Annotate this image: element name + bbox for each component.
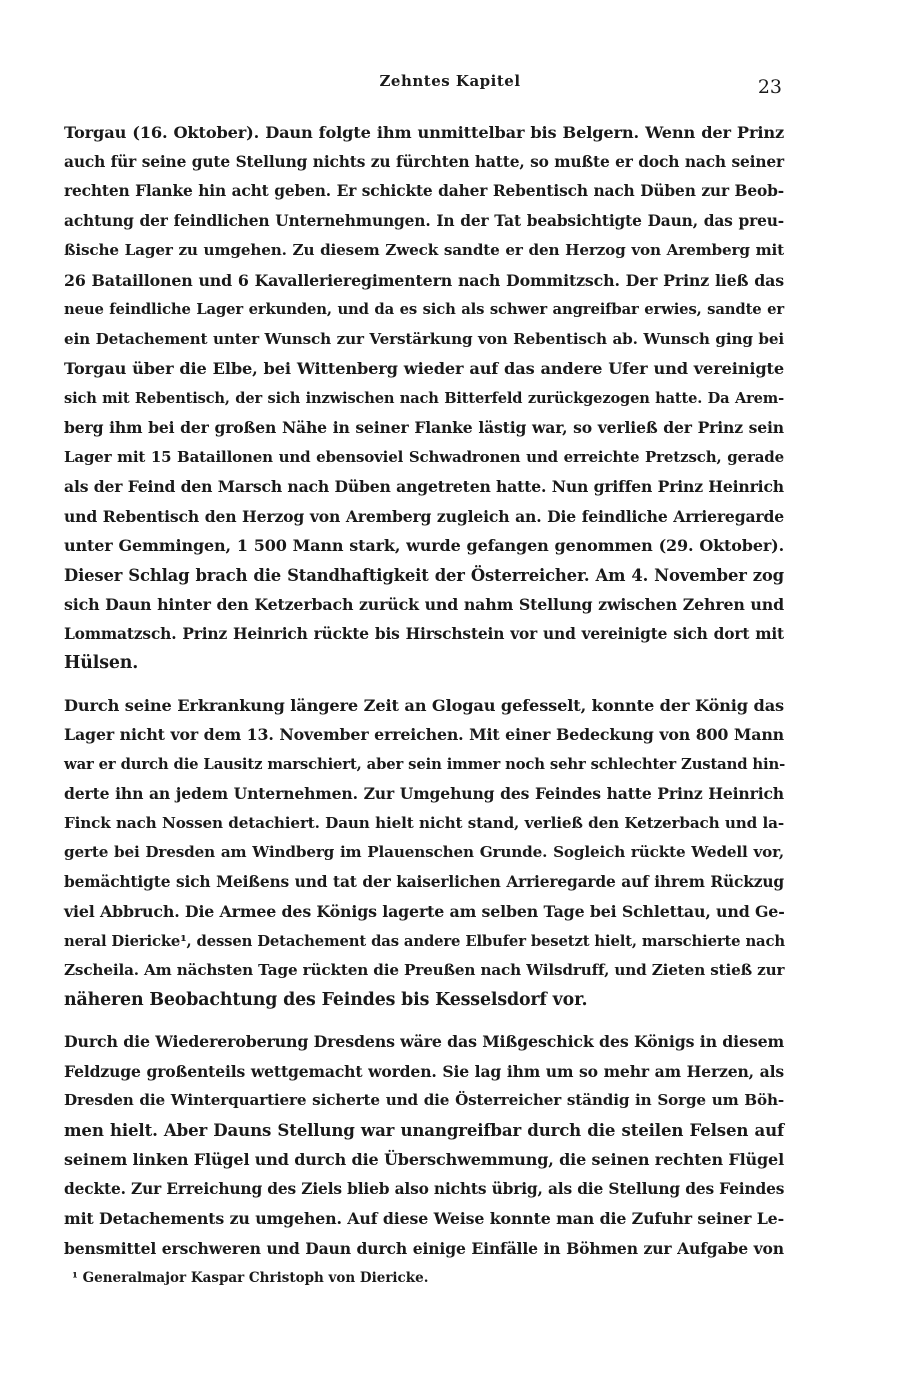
text-line: berg ihm bei der großen Nähe in seiner Flanke lästig war, so verließ der Prinz sein <box>64 418 784 437</box>
text-line: sich mit Rebentisch, der sich inzwischen nach Bitterfeld zurückgezogen hatte. Da Arem- <box>64 389 784 407</box>
text-line: 26 Bataillonen und 6 Kavallerieregimentern nach Dommitzsch. Der Prinz ließ das <box>64 270 784 290</box>
text-line: gerte bei Dresden am Windberg im Plauenschen Grunde. Sogleich rückte Wedell vor, <box>64 843 784 861</box>
text-line: und Rebentisch den Herzog von Aremberg zugleich an. Die feindliche Arrieregarde <box>64 506 784 526</box>
running-head <box>0 72 900 98</box>
text-line: Dresden die Winterquartiere sicherte und die Österreicher ständig in Sorge um Böh- <box>64 1091 784 1109</box>
text-line: Durch die Wiedereroberung Dresdens wäre das Mißgeschick des Königs in diesem <box>64 1032 785 1051</box>
text-line: bensmittel erschweren und Daun durch einige Einfälle in Böhmen zur Aufgabe von <box>64 1238 784 1258</box>
text-line: Torgau (16. Oktober). Daun folgte ihm unmittelbar bis Belgern. Wenn der Prinz <box>64 123 784 142</box>
text-line: unter Gemmingen, 1 500 Mann stark, wurde gefangen genommen (29. Oktober). <box>64 536 784 555</box>
text-line: Lommatzsch. Prinz Heinrich rückte bis Hirschstein vor und vereinigte sich dort mit <box>64 624 784 643</box>
page-number: 23 <box>757 76 782 98</box>
text-line: ein Detachement unter Wunsch zur Verstärkung von Rebentisch ab. Wunsch ging bei <box>64 329 784 348</box>
text-line: Feldzuge großenteils wettgemacht worden. Sie lag ihm um so mehr am Herzen, als <box>64 1061 784 1081</box>
text-line: näheren Beobachtung des Feindes bis Kesselsdorf vor. <box>64 989 588 1010</box>
footnote: ¹ Generalmajor Kaspar Christoph von Diericke. <box>72 1270 429 1286</box>
body-text <box>64 118 784 1263</box>
text-line: auch für seine gute Stellung nichts zu fürchten hatte, so mußte er doch nach seiner <box>64 152 784 171</box>
text-line: Durch seine Erkrankung längere Zeit an Glogau gefesselt, konnte der König das <box>64 695 784 715</box>
text-line: derte ihn an jedem Unternehmen. Zur Umgehung des Feindes hatte Prinz Heinrich <box>64 784 784 803</box>
text-line: Hülsen. <box>64 653 139 673</box>
text-line: neue feindliche Lager erkunden, und da es sich als schwer angreifbar erwies, sandte er <box>64 301 784 318</box>
paragraph-2 <box>64 691 784 1016</box>
text-line: sich Daun hinter den Ketzerbach zurück und nahm Stellung zwischen Zehren und <box>64 595 784 614</box>
text-line: Lager mit 15 Bataillonen und ebensoviel Schwadronen und erreichte Pretzsch, gerade <box>64 447 784 466</box>
text-line: Zscheila. Am nächsten Tage rückten die Preußen nach Wilsdruff, und Zieten stieß zur <box>64 961 785 979</box>
text-line: Lager nicht vor dem 13. November erreichen. Mit einer Bedeckung von 800 Mann <box>64 725 784 744</box>
text-line: achtung der feindlichen Unternehmungen. In der Tat beabsichtigte Daun, das preu- <box>64 211 784 230</box>
paragraph-1 <box>64 118 784 679</box>
text-line: viel Abbruch. Die Armee des Königs lagerte am selben Tage bei Schlettau, und Ge- <box>64 902 785 921</box>
text-line: Finck nach Nossen detachiert. Daun hielt nicht stand, verließ den Ketzerbach und la- <box>64 813 784 832</box>
text-line: deckte. Zur Erreichung des Ziels blieb also nichts übrig, als die Stellung des Feindes <box>64 1179 785 1198</box>
text-line: men hielt. Aber Dauns Stellung war unangreifbar durch die steilen Felsen auf <box>64 1119 784 1140</box>
text-line: bemächtigte sich Meißens und tat der kaiserlichen Arrieregarde auf ihrem Rückzug <box>64 872 784 891</box>
text-line: rechten Flanke hin acht geben. Er schickte daher Rebentisch nach Düben zur Beob- <box>64 182 784 200</box>
text-line: seinem linken Flügel und durch die Überschwemmung, die seinen rechten Flügel <box>64 1150 784 1169</box>
chapter-title: Zehntes Kapitel <box>379 72 521 90</box>
text-line: als der Feind den Marsch nach Düben angetreten hatte. Nun griffen Prinz Heinrich <box>64 477 784 496</box>
paragraph-gap <box>64 679 784 691</box>
text-line: ßische Lager zu umgehen. Zu diesem Zweck sandte er den Herzog von Aremberg mit <box>64 241 784 259</box>
text-line: mit Detachements zu umgehen. Auf diese Weise konnte man die Zufuhr seiner Le- <box>64 1209 784 1228</box>
paragraph-gap <box>64 1015 784 1027</box>
text-line: Torgau über die Elbe, bei Wittenberg wieder auf das andere Ufer und vereinigte <box>64 359 784 378</box>
paragraph-3 <box>64 1027 784 1263</box>
text-line: Dieser Schlag brach die Standhaftigkeit der Österreicher. Am 4. November zog <box>64 565 784 585</box>
text-line: neral Diericke¹, dessen Detachement das andere Elbufer besetzt hielt, marschierte nach <box>64 932 785 950</box>
text-line: war er durch die Lausitz marschiert, aber sein immer noch sehr schlechter Zustand hin- <box>64 755 786 773</box>
